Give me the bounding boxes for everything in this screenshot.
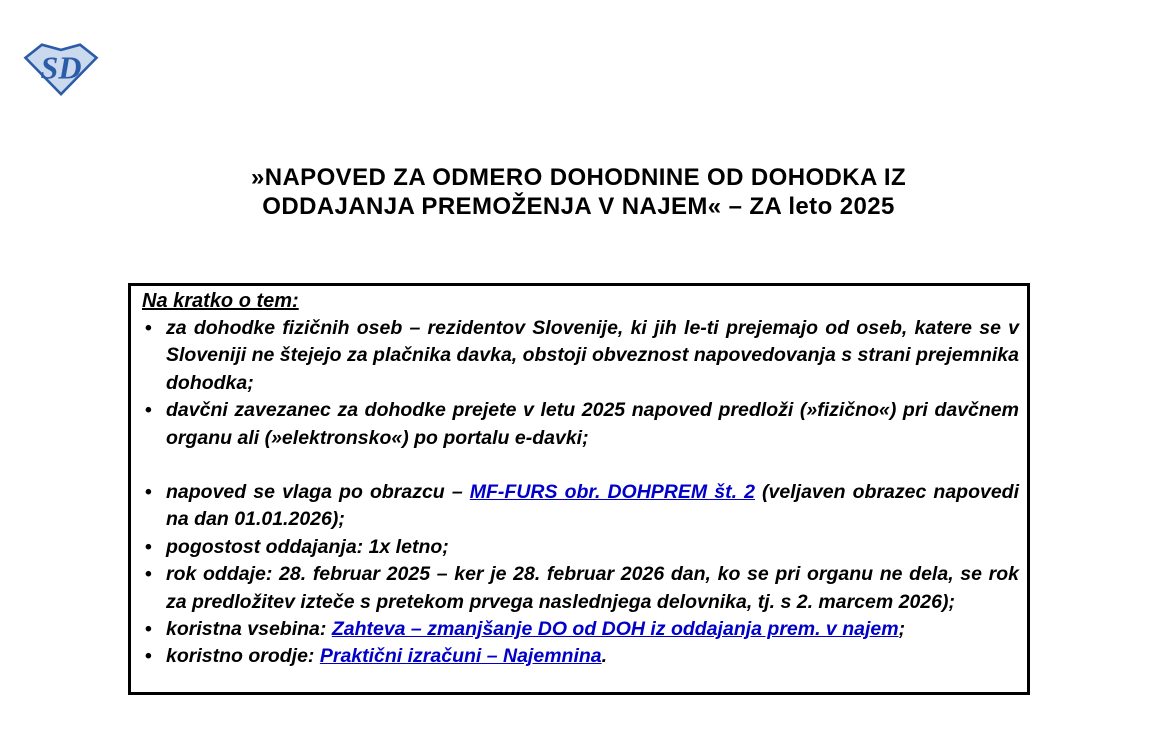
- bullet-text: napoved se vlaga po obrazcu –: [166, 481, 470, 504]
- bullet-text: (veljaven obrazec napovedi na dan 01.01.2026);: [166, 481, 1020, 531]
- bullet-text: davčni zavezanec za dohodke prejete v letu 2025 napoved predloži (»fizično«) pri davčnem organu ali (»elektronsko«) po portalu e-davki;: [166, 399, 1019, 449]
- bullet-text: za dohodke fizičnih oseb – rezidentov Slovenije, ki jih le-ti prejemajo od oseb, katere se v Sloveniji ne štejejo za plačnika davka, obstoji obveznost napovedovanja s strani prejemnika dohodka;: [166, 317, 1019, 394]
- prakticni-izracuni-link[interactable]: Praktični izračuni – Najemnina: [319, 645, 602, 668]
- bullet-item-residents: [138, 315, 1019, 397]
- bullet-text: rok oddaje: 28. februar 2025 – ker je 28. februar 2026 dan, ko se pri organu ne dela, se rok za predložitev izteče s pretekom prvega naslednjega delovnika, tj. s 2. marcem 2026);: [166, 563, 1019, 613]
- bullet-item-form: [138, 479, 1019, 534]
- page-title: [0, 163, 1157, 221]
- bullet-item-deadline: [138, 561, 1019, 616]
- summary-box: [128, 283, 1030, 695]
- box-heading: Na kratko o tem:: [142, 290, 299, 312]
- bullet-text: koristno orodje:: [166, 645, 320, 668]
- dohprem-form-link[interactable]: MF-FURS obr. DOHPREM št. 2: [469, 481, 755, 504]
- bullet-text: pogostost oddajanja: 1x letno;: [166, 535, 449, 558]
- bullet-item-useful-tool: [138, 643, 1019, 670]
- bullet-text: .: [601, 645, 608, 668]
- page-title-line-2: ODDAJANJA PREMOŽENJA V NAJEM« – ZA leto 2025: [262, 193, 895, 220]
- logo-letters: SD: [40, 49, 82, 86]
- bullet-list: [138, 315, 1019, 671]
- bullet-text: ;: [898, 618, 906, 641]
- bullet-item-filing-method: [138, 397, 1019, 452]
- blank-line: [138, 452, 1019, 479]
- bullet-item-frequency: [138, 534, 1019, 561]
- zahteva-link[interactable]: Zahteva – zmanjšanje DO od DOH iz oddajanja prem. v najem: [331, 618, 899, 641]
- page-title-line-1: »NAPOVED ZA ODMERO DOHODNINE OD DOHODKA IZ: [250, 164, 907, 191]
- bullet-item-useful-content: [138, 616, 1019, 643]
- bullet-text: koristna vsebina:: [166, 618, 332, 641]
- sd-logo: [22, 40, 100, 98]
- shield-logo-icon: [22, 40, 100, 98]
